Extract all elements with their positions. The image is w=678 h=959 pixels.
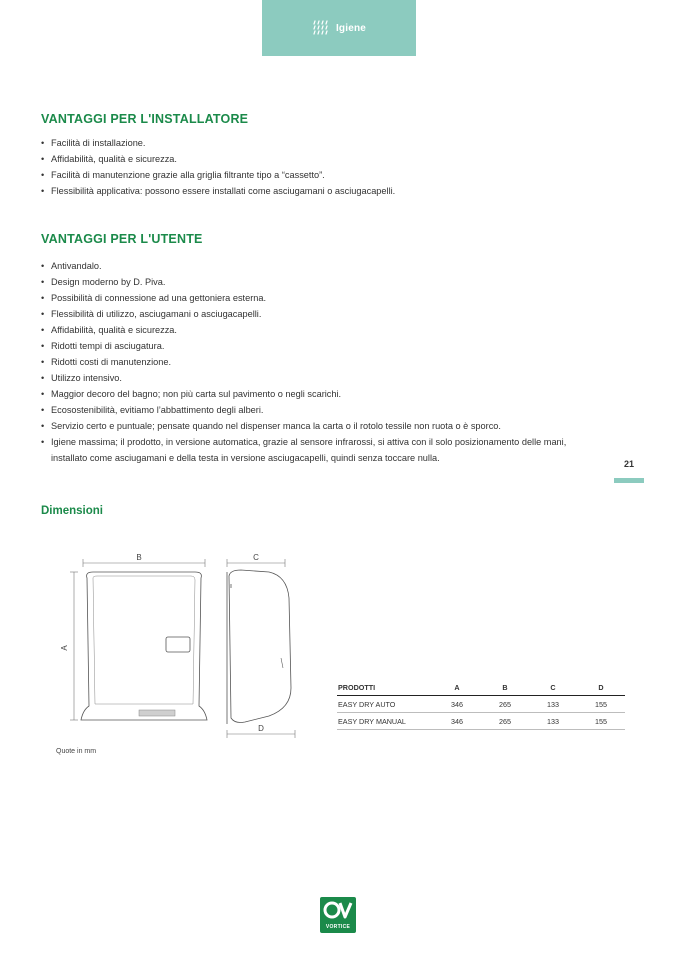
dimensions-note: Quote in mm [56, 748, 97, 755]
table-cell: 133 [529, 696, 577, 713]
list-item: • Ridotti tempi di asciugatura. [41, 338, 596, 354]
table-row [337, 696, 625, 713]
user-advantages-title: VANTAGGI PER L'UTENTE [41, 232, 203, 246]
list-item: • Facilità di installazione. [41, 135, 601, 151]
table-cell: 346 [433, 713, 481, 730]
table-cell: 346 [433, 696, 481, 713]
vortice-v-icon [320, 897, 356, 923]
table-header: C [529, 681, 577, 696]
vortice-logo [320, 897, 356, 933]
dimensions-title: Dimensioni [41, 505, 103, 517]
list-item: • Antivandalo. [41, 258, 596, 274]
table-cell: EASY DRY AUTO [337, 696, 433, 713]
list-item: • Possibilità di connessione ad una gettoniera esterna. [41, 290, 596, 306]
section-tab-label: Igiene [335, 22, 367, 34]
installer-advantages-list [41, 135, 601, 199]
dimension-label-b: B [136, 553, 142, 562]
list-item: • Flessibilità applicativa: possono essere installati come asciugamani o asciugacapelli. [41, 183, 601, 199]
list-item: • Maggior decoro del bagno; non più carta sul pavimento o negli scarichi. [41, 386, 596, 402]
list-item: • Affidabilità, qualità e sicurezza. [41, 322, 596, 338]
dimension-label-a: A [60, 645, 69, 651]
table-header-row [337, 681, 625, 696]
table-cell: 155 [577, 696, 625, 713]
table-cell: 133 [529, 713, 577, 730]
steam-icon [312, 19, 330, 37]
table-cell: 265 [481, 713, 529, 730]
side-view [227, 570, 291, 724]
user-advantages-list [41, 258, 596, 466]
table-header: A [433, 681, 481, 696]
dimension-label-d: D [258, 724, 264, 733]
page-number-bar [614, 478, 644, 483]
list-item: • Utilizzo intensivo. [41, 370, 596, 386]
table-header: B [481, 681, 529, 696]
section-tab [262, 0, 416, 56]
list-item: • Ridotti costi di manutenzione. [41, 354, 596, 370]
logo-text: VORTICE [325, 924, 351, 930]
list-item: • Flessibilità di utilizzo, asciugamani o asciugacapelli. [41, 306, 596, 322]
list-item: • Igiene massima; il prodotto, in versione automatica, grazie al sensore infrarossi, si attiva con il solo posizionamento delle mani, installato come asciugamani e della testa in versione asciugacapelli, quindi senza toccare nulla. [41, 434, 596, 466]
table-cell: 155 [577, 713, 625, 730]
dimensions-table [337, 681, 625, 730]
front-view [81, 572, 207, 720]
table-cell: 265 [481, 696, 529, 713]
list-item: • Facilità di manutenzione grazie alla griglia filtrante tipo a “cassetto”. [41, 167, 601, 183]
page-number: 21 [624, 459, 635, 469]
table-row [337, 713, 625, 730]
list-item: • Servizio certo e puntuale; pensate quando nel dispenser manca la carta o il rotolo tessile non ruota o è sporco. [41, 418, 596, 434]
product-dimension-drawing [55, 548, 305, 743]
table-header: D [577, 681, 625, 696]
table-cell: EASY DRY MANUAL [337, 713, 433, 730]
list-item: • Ecosostenibilità, evitiamo l’abbattimento degli alberi. [41, 402, 596, 418]
list-item: • Design moderno by D. Piva. [41, 274, 596, 290]
installer-advantages-title: VANTAGGI PER L'INSTALLATORE [41, 112, 249, 126]
table-header: PRODOTTI [337, 681, 433, 696]
dimension-label-c: C [253, 553, 259, 562]
list-item: • Affidabilità, qualità e sicurezza. [41, 151, 601, 167]
